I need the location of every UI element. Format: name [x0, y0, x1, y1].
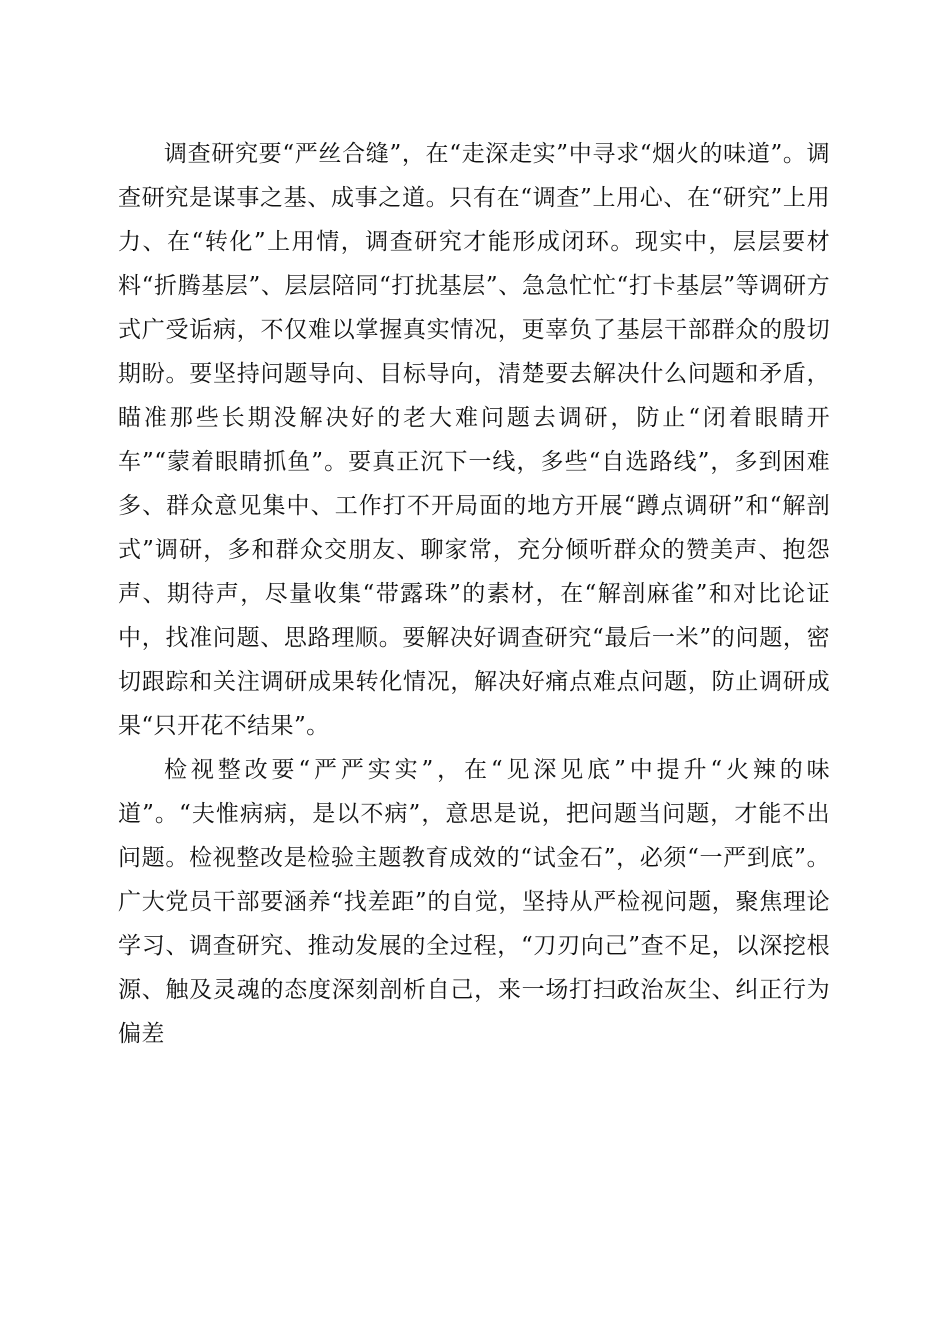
paragraph-investigation-research: 调查研究要“严丝合缝”，在“走深走实”中寻求“烟火的味道”。调查研究是谋事之基、成事之道。只有在“调查”上用心、在“研究”上用力、在“转化”上用情，调查研究才能形成闭环。现实中，层层要材料“折腾基层”、层层陪同“打扰基层”、急急忙忙“打卡基层”等调研方式广受诟病，不仅难以掌握真实情况，更辜负了基层干部群众的殷切期盼。要坚持问题导向、目标导向，清楚要去解决什么问题和矛盾，瞄准那些长期没解决好的老大难问题去调研，防止“闭着眼睛开车”“蒙着眼睛抓鱼”。要真正沉下一线，多些“自选路线”，多到困难多、群众意见集中、工作打不开局面的地方开展“蹲点调研”和“解剖式”调研，多和群众交朋友、聊家常，充分倾听群众的赞美声、抱怨声、期待声，尽量收集“带露珠”的素材，在“解剖麻雀”和对比论证中，找准问题、思路理顺。要解决好调查研究“最后一米”的问题，密切跟踪和关注调研成果转化情况，解决好痛点难点问题，防止调研成果“只开花不结果”。: [118, 141, 830, 739]
document-body: [118, 132, 830, 1056]
paragraph-inspection-rectification: 检视整改要“严严实实”，在“见深见底”中提升“火辣的味道”。“夫惟病病，是以不病”，意思是说，把问题当问题，才能不出问题。检视整改是检验主题教育成效的“试金石”，必须“一严到底”。广大党员干部要涵养“找差距”的自觉，坚持从严检视问题，聚焦理论学习、调查研究、推动发展的全过程，“刀刃向己”查不足，以深挖根源、触及灵魂的态度深刻剖析自己，来一场打扫政治灰尘、纠正行为偏差: [118, 757, 830, 1047]
